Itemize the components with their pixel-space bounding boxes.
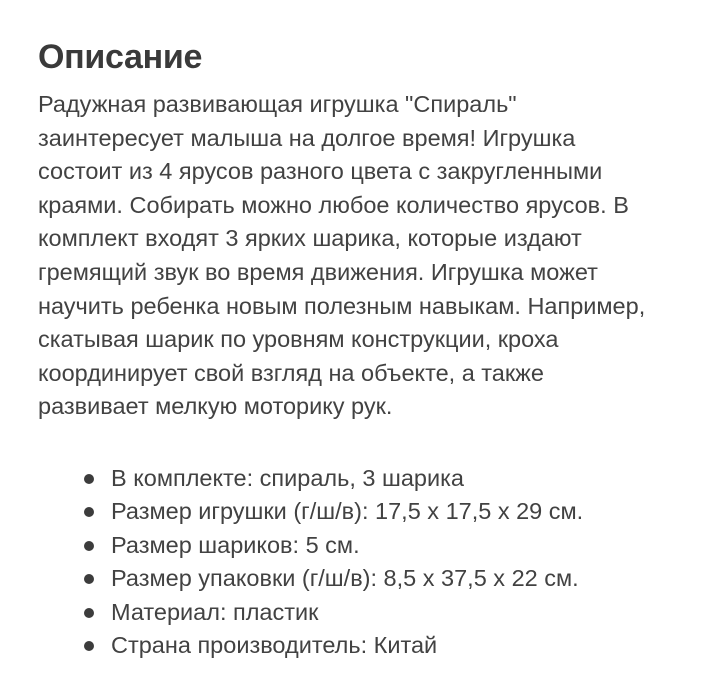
description-line: комплект входят 3 ярких шарика, которые издают [38, 225, 582, 252]
section-title: Описание [38, 38, 203, 76]
description-line: состоит из 4 ярусов разного цвета с закругленными [38, 158, 603, 185]
spec-list [38, 462, 698, 662]
description-paragraph [38, 88, 698, 424]
bullet-icon [84, 641, 94, 651]
spec-item-text: Размер игрушки (г/ш/в): 17,5 х 17,5 х 29 см. [111, 498, 584, 525]
spec-item-text: В комплекте: спираль, 3 шарика [111, 464, 464, 491]
spec-item [38, 629, 698, 662]
description-line: гремящий звук во время движения. Игрушка может [38, 258, 598, 285]
spec-item-text: Материал: пластик [111, 598, 319, 625]
spec-item-text: Страна производитель: Китай [111, 631, 438, 658]
bullet-icon [84, 474, 94, 484]
spec-item [38, 462, 698, 495]
bullet-icon [84, 541, 94, 551]
description-line: заинтересует малыша на долгое время! Игрушка [38, 124, 576, 151]
spec-item-text: Размер упаковки (г/ш/в): 8,5 х 37,5 х 22 см. [111, 565, 579, 592]
spec-item [38, 596, 698, 629]
bullet-icon [84, 507, 94, 517]
description-section [38, 36, 698, 662]
bullet-icon [84, 574, 94, 584]
description-line: Радужная развивающая игрушка "Спираль" [38, 91, 517, 117]
bullet-icon [84, 608, 94, 618]
spec-item-text: Размер шариков: 5 см. [111, 531, 360, 558]
spec-item [38, 529, 698, 562]
description-line: научить ребенка новым полезным навыкам. Например, [38, 292, 646, 319]
description-line: координирует свой взгляд на объекте, а также [38, 359, 544, 386]
spec-item [38, 495, 698, 528]
description-line: развивает мелкую моторику рук. [38, 393, 393, 420]
description-line: краями. Собирать можно любое количество ярусов. В [38, 191, 629, 218]
description-line: скатывая шарик по уровням конструкции, кроха [38, 326, 559, 353]
spec-item [38, 562, 698, 595]
